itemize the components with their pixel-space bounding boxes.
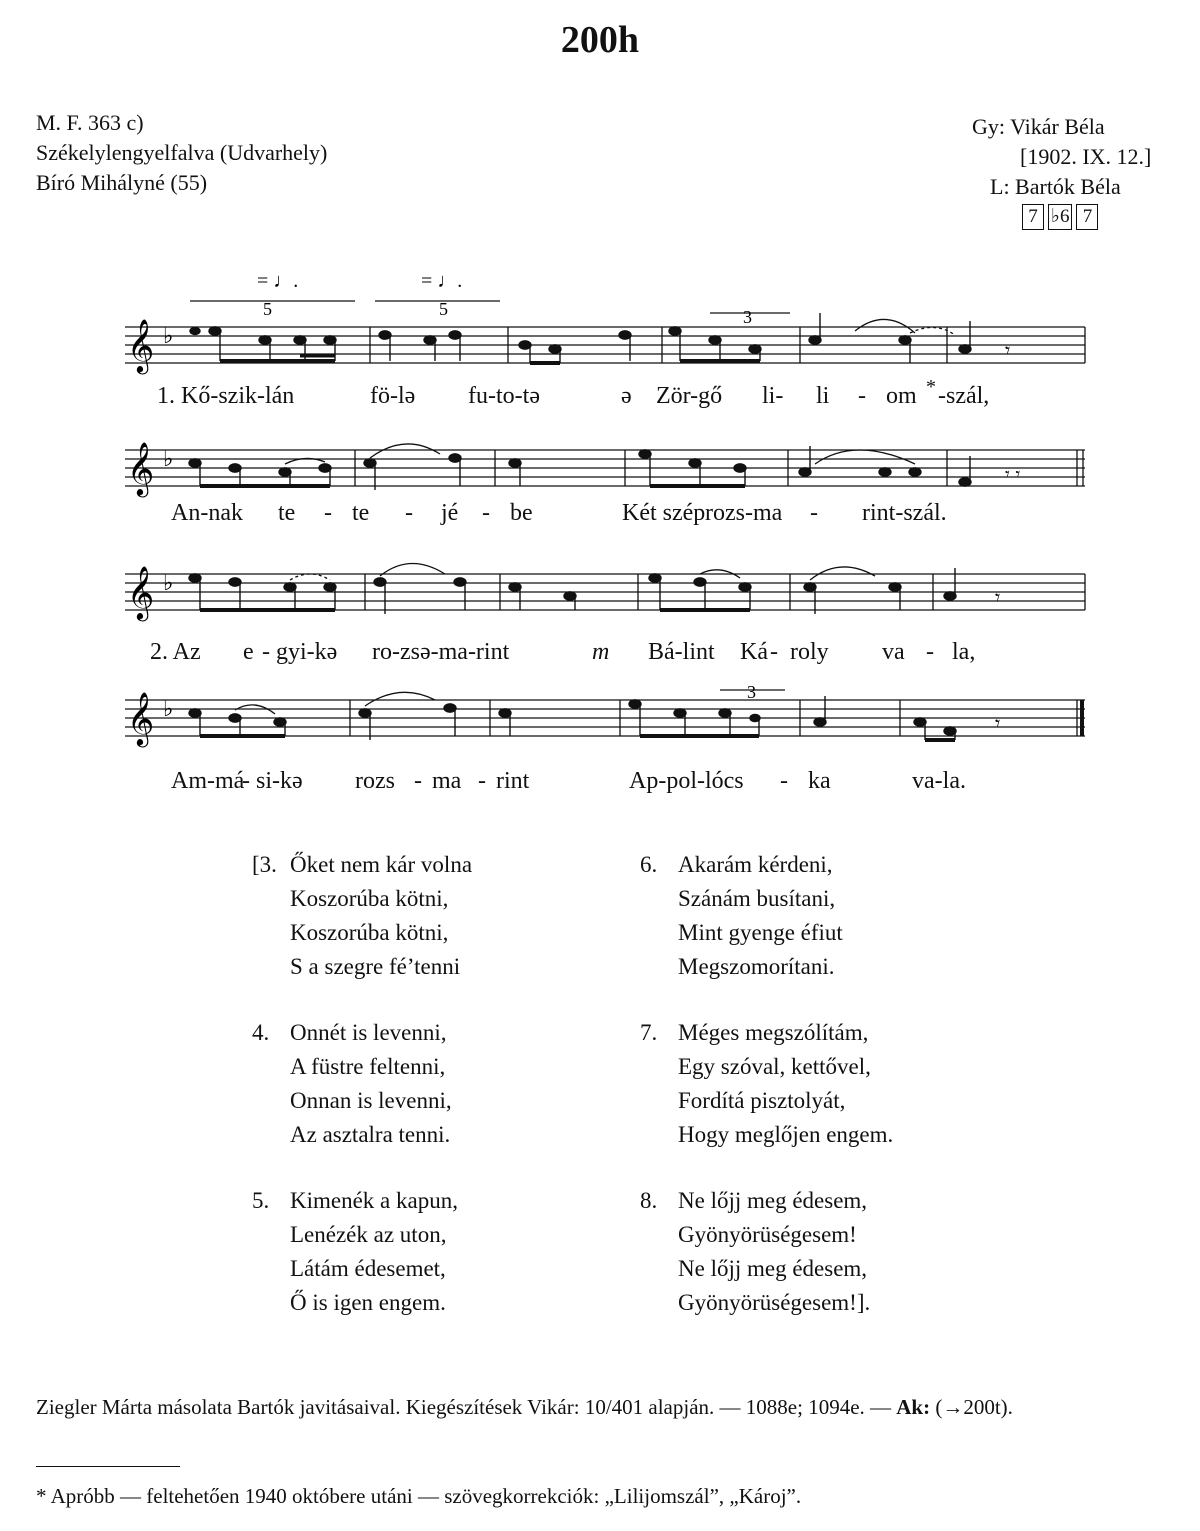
stanza-4 — [252, 1016, 452, 1152]
svg-text:-: - — [405, 500, 413, 526]
page-title: 200h — [560, 19, 640, 61]
svg-text:ma: ma — [432, 768, 462, 794]
svg-text:Zör-gő: Zör-gő — [656, 383, 723, 409]
svg-text:va: va — [882, 639, 905, 665]
collection-date: [1902. IX. 12.] — [1020, 144, 1152, 169]
svg-text:Am-má: Am-má — [171, 768, 245, 794]
stanza-line: Gyönyörüségesem!]. — [678, 1290, 871, 1315]
transcriber: L: Bartók Béla — [990, 174, 1121, 199]
notes — [190, 313, 971, 363]
svg-text:om: om — [886, 383, 917, 409]
stanza-number: 5. — [252, 1188, 270, 1213]
tuplet-3: 3 — [743, 307, 752, 327]
svg-text:li: li — [816, 383, 830, 409]
stanza-line: Kimenék a kapun, — [290, 1188, 458, 1213]
rest-icon: 𝄾 — [995, 585, 1001, 609]
stanza-line: A füstre feltenni, — [290, 1054, 446, 1079]
cadence-boxes — [1022, 204, 1151, 230]
stanza-line: Onnan is levenni, — [290, 1088, 452, 1113]
music-score — [0, 260, 1200, 820]
staff-system-2 — [125, 441, 1085, 497]
cadence-box: 7 — [1076, 204, 1098, 230]
stanza-line: Ne lőjj meg édesem, — [678, 1188, 868, 1213]
stanza-line: Az asztalra tenni. — [290, 1122, 451, 1147]
svg-text:-: - — [858, 383, 866, 409]
stanza-line: S a szegre fé’tenni — [290, 954, 461, 979]
lyrics — [150, 376, 989, 794]
stanza-line: Mint gyenge éfiut — [678, 920, 843, 945]
svg-text:*: * — [926, 376, 936, 398]
collection-number: M. F. 363 c) — [36, 110, 144, 135]
rest-icon: 𝄾 — [1005, 338, 1011, 362]
svg-text:-: - — [262, 639, 270, 665]
svg-text:Ká: Ká — [740, 639, 768, 665]
svg-text:rint-szál.: rint-szál. — [862, 500, 947, 526]
footnote-divider — [36, 1466, 180, 1467]
svg-text:jé: jé — [441, 500, 459, 526]
svg-text:rozs-ma: rozs-ma — [705, 500, 783, 526]
lyric-line-1 — [157, 376, 989, 409]
tempo-mark: = ♩. — [257, 270, 299, 292]
svg-text:-: - — [810, 500, 818, 526]
stanza-line: Megszomorítani. — [678, 954, 835, 979]
svg-text:ə: ə — [621, 383, 632, 409]
svg-text:fö-lə: fö-lə — [370, 383, 416, 409]
rest-icon: 𝄾 — [995, 711, 1001, 735]
stanza-line: Akarám kérdeni, — [678, 852, 833, 877]
svg-text:-: - — [926, 639, 934, 665]
cross-reference: (→200t). — [935, 1395, 1013, 1419]
svg-text:2. Az: 2. Az — [150, 639, 201, 665]
stanza-number: 8. — [640, 1188, 658, 1213]
tuplet-5: 5 — [439, 299, 448, 319]
stanza-5 — [252, 1184, 458, 1320]
svg-text:li-: li- — [762, 383, 784, 409]
tempo-mark: = ♩. — [421, 270, 463, 292]
treble-clef-icon: 𝄞 — [127, 318, 155, 372]
svg-text:si-kə: si-kə — [256, 768, 303, 794]
stanza-line: Onnét is levenni, — [290, 1020, 447, 1045]
stanza-number: 6. — [640, 852, 658, 877]
stanza-6 — [640, 848, 843, 984]
stanza-line: Lenézék az uton, — [290, 1222, 447, 1247]
svg-text:va-la.: va-la. — [912, 768, 966, 794]
svg-text:-: - — [770, 639, 778, 665]
lyric-line-4 — [171, 768, 966, 794]
svg-text:-: - — [324, 500, 332, 526]
footnote: * Apróbb — feltehetően 1940 októbere utáni — szövegkorrekciók: „Lilijomszál”, „Károj”. — [36, 1484, 802, 1508]
lyric-line-3 — [150, 639, 975, 665]
stanza-line: Egy szóval, kettővel, — [678, 1054, 871, 1079]
svg-text:Bá-lint: Bá-lint — [648, 639, 715, 665]
svg-text:-szál,: -szál, — [938, 383, 990, 409]
svg-text:1. Kő-szik-lán: 1. Kő-szik-lán — [157, 383, 295, 409]
stanza-number: 7. — [640, 1020, 658, 1045]
singer-name: Bíró Mihályné (55) — [36, 170, 208, 195]
stanza-3 — [252, 848, 472, 984]
stanza-line: Méges megszólítám, — [678, 1020, 869, 1045]
svg-text:-: - — [482, 500, 490, 526]
svg-text:e: e — [243, 639, 254, 665]
svg-text:be: be — [510, 500, 533, 526]
stanza-line: Koszorúba kötni, — [290, 886, 449, 911]
stanza-line: Hogy meglőjen engem. — [678, 1122, 894, 1147]
svg-text:gyi-kə: gyi-kə — [276, 639, 338, 665]
stanza-number: [3. — [252, 852, 277, 877]
svg-text:-: - — [478, 768, 486, 794]
stanza-line: Koszorúba kötni, — [290, 920, 449, 945]
stanza-8 — [640, 1184, 870, 1320]
stanza-line: Látám édesemet, — [290, 1256, 446, 1281]
stanza-line: Szánám busítani, — [678, 886, 836, 911]
source-info — [36, 108, 327, 198]
treble-clef-icon: 𝄞 — [127, 565, 155, 619]
rest-icon: 𝄾 𝄾 — [1005, 464, 1021, 485]
svg-text:-: - — [780, 768, 788, 794]
flat-icon: ♭ — [163, 447, 174, 472]
staff-system-1 — [125, 270, 1085, 374]
collector-info — [972, 112, 1151, 230]
tuplet-3: 3 — [747, 682, 756, 702]
svg-text:-: - — [414, 768, 422, 794]
stanza-line: Ne lőjj meg édesem, — [678, 1256, 868, 1281]
flat-icon: ♭ — [163, 697, 174, 722]
cadence-box: 7 — [1022, 204, 1044, 230]
stanza-number: 4. — [252, 1020, 270, 1045]
svg-text:Ap-pol-lócs: Ap-pol-lócs — [629, 768, 744, 794]
stanza-line: Ő is igen engem. — [290, 1290, 446, 1315]
source-note-text: Ziegler Márta másolata Bartók javitásaival. Kiegészítések Vikár: 10/401 alapján. — 1088e; 1094e. — — [36, 1395, 892, 1419]
svg-text:te: te — [352, 500, 370, 526]
svg-text:-: - — [242, 768, 250, 794]
stanza-line: Őket nem kár volna — [290, 852, 473, 877]
village-name: Székelylengyelfalva (Udvarhely) — [36, 140, 328, 165]
svg-text:fu-to-tə: fu-to-tə — [468, 383, 540, 409]
staff-system-4 — [125, 682, 1085, 747]
svg-text:la,: la, — [952, 639, 976, 665]
ak-label: Ak: — [896, 1395, 931, 1419]
svg-text:te: te — [278, 500, 296, 526]
svg-text:roly: roly — [790, 639, 829, 665]
flat-icon: ♭ — [163, 324, 174, 349]
collector: Gy: Vikár Béla — [972, 114, 1105, 139]
svg-text:ro-zsə-ma-rint: ro-zsə-ma-rint — [372, 639, 510, 665]
lyric-line-2 — [171, 500, 947, 526]
svg-text:An-nak: An-nak — [171, 500, 243, 526]
staff-system-3 — [125, 563, 1085, 621]
svg-text:ka: ka — [808, 768, 831, 794]
svg-text:Két szép: Két szép — [622, 500, 706, 526]
stanza-line: Fordítá pisztolyát, — [678, 1088, 846, 1113]
svg-text:m: m — [592, 639, 610, 665]
svg-text:rozs: rozs — [355, 768, 395, 794]
stanza-7 — [640, 1016, 893, 1152]
tuplet-5: 5 — [263, 299, 272, 319]
stanza-line: Gyönyörüségesem! — [678, 1222, 857, 1247]
flat-icon: ♭ — [163, 571, 174, 596]
source-note — [36, 1392, 1176, 1422]
cadence-box: ♭6 — [1048, 204, 1072, 230]
svg-text:rint: rint — [496, 768, 530, 794]
treble-clef-icon: 𝄞 — [127, 441, 155, 495]
treble-clef-icon: 𝄞 — [127, 691, 155, 745]
